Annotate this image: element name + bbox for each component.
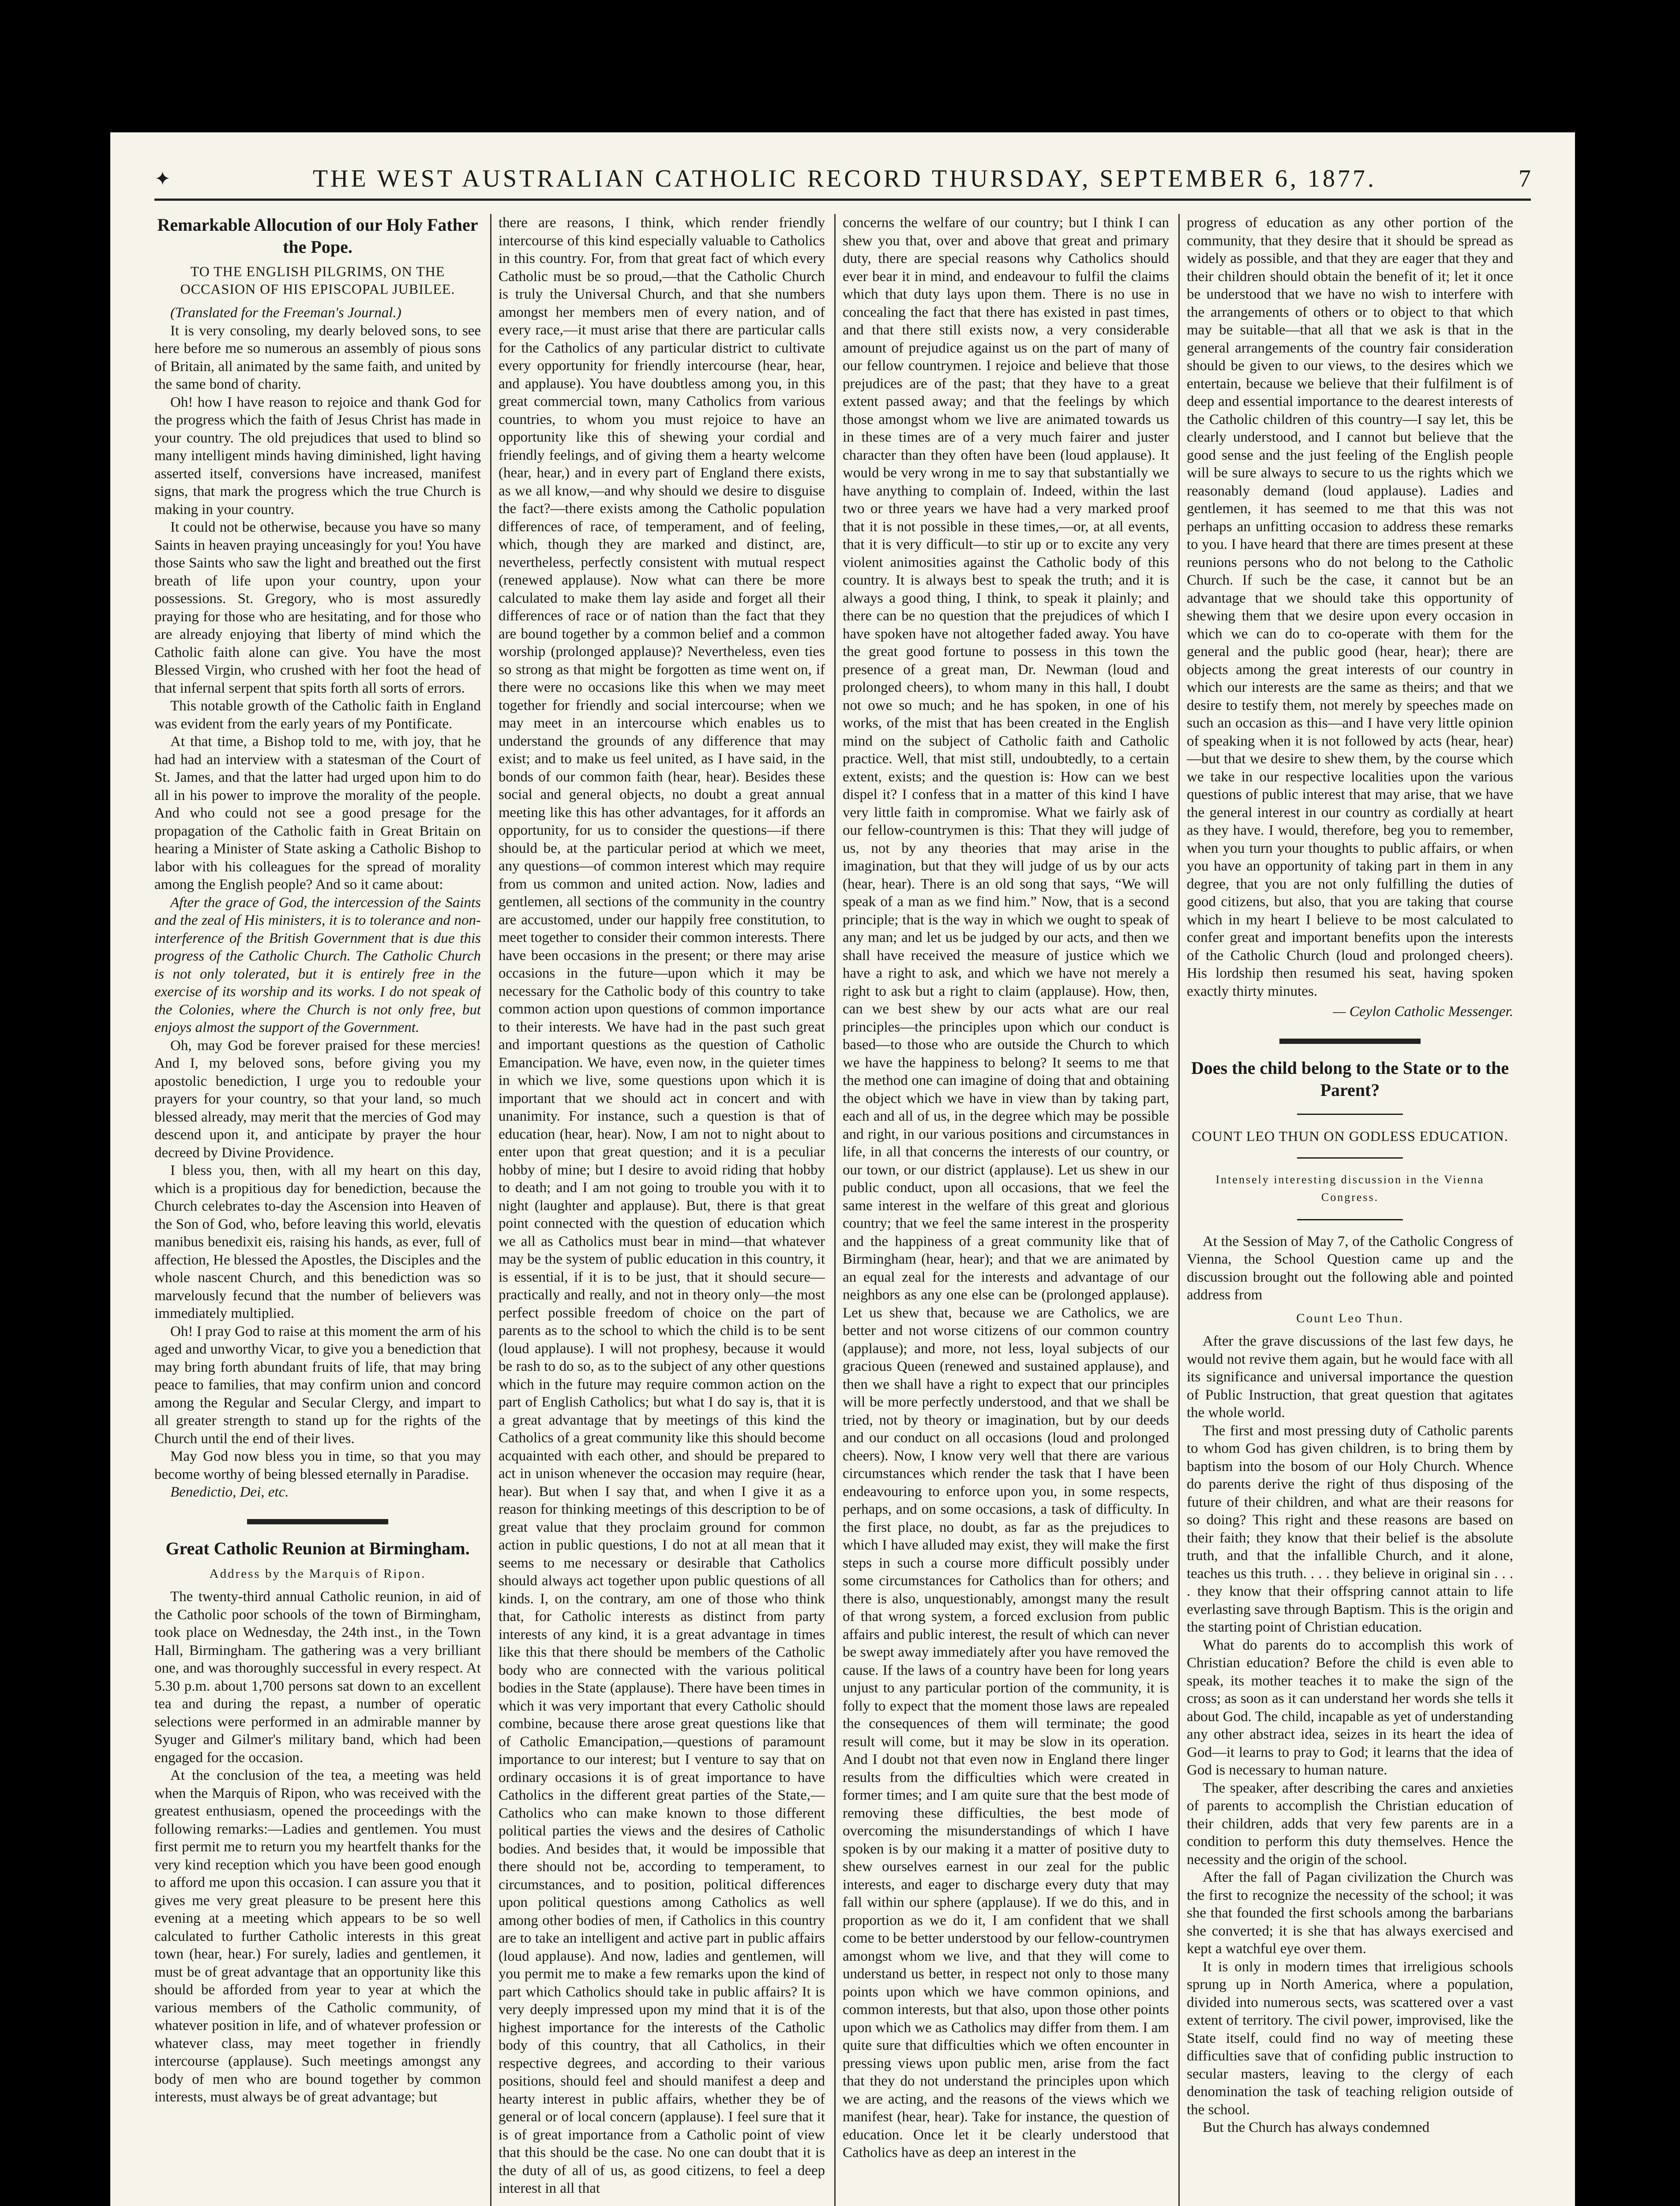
page-number: 7 [1518,165,1531,192]
divider [1297,1157,1403,1159]
article-headline: Does the child belong to the State or to the Parent? [1191,1058,1509,1100]
divider [1297,1219,1403,1220]
section-divider [247,1519,388,1524]
column-2 [499,214,825,2206]
paragraph: After the grave discussions of the last few days, he would not revive them again, but he would face with all its significance and universal importance the question of Public Instruction, that great question that agitates the whole world. [1187,1333,1513,1421]
source-credit: — Ceylon Catholic Messenger. [1333,1004,1513,1020]
paragraph: But the Church has always condemned [1203,2120,1430,2135]
divider [1297,1114,1403,1115]
ornament-icon: ✦ [154,167,171,190]
column-rule [1178,214,1180,2206]
column-4 [1187,214,1513,2206]
article-headline: Great Catholic Reunion at Birmingham. [165,1538,470,1558]
paragraph: At the conclusion of the tea, a meeting was held when the Marquis of Ripon, who was received with the greatest enthusiasm, opened the proceedings with the following remarks:—Ladies and gentlemen. You must first permit me to return you my heartfelt thanks for the very kind reception which you have been good enough to afford me upon this occasion. I can assure you that it gives me very great pleasure to be present here this evening at a meeting which appears to be so well calculated to further Catholic interests in this great town (hear, hear.) For surely, ladies and gentlemen, it must be of great advantage that an opportunity like this should be afforded from year to year at which the various members of the Catholic community, of whatever position in life, and of whatever profession or whatever class, may meet together in friendly intercourse (applause). Such meetings amongst any body of men who are bound together by common interests, must always be of great advantage; but [154,1767,481,2105]
paragraph: Oh! I pray God to raise at this moment the arm of his aged and unworthy Vicar, to give you a benediction that may bring forth abundant fruits of life, that may bring peace to families, that may confirm union and concord among the Regular and Secular Clergy, and impart to all greater strength to stand up for the rights of the Church until the end of their lives. [154,1323,481,1447]
paragraph: This notable growth of the Catholic faith in England was evident from the early years of my Pontificate. [154,698,481,732]
article-subhead-2: Intensely interesting discussion in the Vienna Congress. [1215,1173,1485,1204]
paragraph: concerns the welfare of our country; but I think I can shew you that, over and above that great and primary duty, there are special reasons why Catholics should ever bear it in mind, and endeavour to fulfil the claims which that duty lays upon them. There is no use in concealing the fact that there has existed in past times, and that there still exists now, a very considerable amount of prejudice against us on the part of many of our fellow countrymen. I rejoice and believe that those prejudices are of the past; that they have to a great extent passed away; and that the feelings by which those amongst whom we live are animated towards us in these times are of a very much fairer and juster character than they often have been (loud applause). It would be very wrong in me to say that substantially we have anything to complain of. Indeed, within the last two or three years we have had a very marked proof that it is not possible in these times,—or, at all events, that it is very difficult—to stir up or to excite any very violent animosities against the Catholic body of this country. It is always best to speak the truth; and it is always a good thing, I think, to speak it plainly; and there can be no question that the prejudices of which I have spoken have not altogether faded away. You have the great good fortune to possess in this town the presence of a great man, Dr. Newman (loud and prolonged cheers), to whom many in this hall, I doubt not owe so much; and he has spoken, in one of his works, of the mist that has been created in the English mind on the subject of Catholic faith and Catholic practice. Well, that mist still, undoubtedly, to a certain extent, exists; and the question is: How can we best dispel it? I confess that in a matter of this kind I have very little faith in compromise. What we fairly ask of our fellow-countrymen is this: That they will judge of us, not by any theories that may arise in the imagination, but that they will judge of us by our acts (hear, hear). There is an old song that says, “We will speak of a man as we find him.” Now, that is a second principle; that is the way in which we ought to speak of any man; and let us be judged by our acts, and then we shall have received the measure of justice which we have a right to ask, and which we have not merely a right to ask but a right to claim (applause). How, then, can we best shew by our acts what are our real principles—the principles upon which our conduct is based—to those who are outside the Church to which we have the happiness to belong? It seems to me that the method one can imagine of doing that and obtaining the object which we have in view than by taking part, each and all of us, in the degree which may be possible and right, in our various positions and circumstances in life, in all that concerns the interests of our country, or our town, or our district (applause). Let us shew in our public conduct, upon all occasions, that we feel the same interest in the welfare of this great and glorious country; that we feel the same interest in the prosperity and the happiness of a great community like that of Birmingham (hear, hear); and that we are animated by an equal zeal for the interests and advantage of our neighbors as any one else can be (prolonged applause). Let us shew that, because we are Catholics, we are better and not worse citizens of our common country (applause); and more, not less, loyal subjects of our gracious Queen (renewed and sustained applause), and then we shall have a right to expect that our principles will be more perfectly understood, and that we shall be tried, not by theory or imagination, but by our deeds and our conduct on all occasions (loud and prolonged cheers). Now, I know very well that there are various circumstances which render the task that I have been endeavouring to enforce upon you, in some respects, perhaps, and on some occasions, a task of difficulty. In the first place, no doubt, as far as the prejudices to which I have alluded may exist, they will make the first steps in such a course more difficult possibly under some circumstances for Catholics than for others; and there is also, unquestionably, amongst many the result of that wrong system, a forced exclusion from public affairs and public interest, the result of which can never be swept away immediately after you have removed the cause. If the laws of a country have been for long years unjust to any particular portion of the community, it is folly to expect that the moment those laws are repealed the consequences of them will terminate; the good result will come, but it may be slow in its operation. And I doubt not that even now in England there linger results from the difficulties which were created in former times; and I am quite sure that the best mode of removing these difficulties, the best mode of overcoming the misunderstandings of which I have spoken is by our making it a matter of positive duty to shew ourselves earnest in our zeal for the public interests, and eager to discharge every duty that may fall within our sphere (applause). If we do this, and in proportion as we do it, I am confident that we shall come to be better understood by our fellow-countrymen amongst whom we live, and that they will come to understand us better, in respect not only to those many points upon which we have common opinions, and common interests, but that also, upon those other points upon which we as Catholics may differ from them. I am quite sure that difficulties which we often encounter in pressing views upon public men, arise from the fact that they do not understand the principles upon which we are acting, and the reasons of the views which we manifest (hear, hear). Take for instance, the question of education. Once let it be clearly understood that Catholics have as deep an interest in the [843,215,1169,2161]
paragraph: At that time, a Bishop told to me, with joy, that he had had an interview with a statesman of the Court of St. James, and that the latter had urged upon him to do all in his power to improve the morality of the people. And who could not see a good presage for the propagation of the Catholic faith in Great Britain on hearing a Minister of State asking a Catholic Bishop to labor with his colleagues for the spread of morality among the English people? And so it came about: [154,734,481,893]
paragraph: The twenty-third annual Catholic reunion, in aid of the Catholic poor schools of the town of Birmingham, took place on Wednesday, the 24th inst., in the Town Hall, Birmingham. The gathering was a very brilliant one, and was thoroughly successful in every respect. At 5.30 p.m. about 1,700 persons sat down to an excellent tea and during the repast, a number of operatic selections were performed in an admirable manner by Syuger and Gilmer's military band, which had been engaged for the occasion. [154,1589,481,1766]
masthead [154,159,1531,201]
article-subhead: Address by the Marquis of Ripon. [209,1566,426,1581]
paragraph: May God now bless you in time, so that you may become worthy of being blessed eternally in Paradise. [154,1448,481,1482]
column-rule [490,214,491,2206]
paragraph: there are reasons, I think, which render friendly intercourse of this kind especially valuable to Catholics in this country. For, from that great fact of which every Catholic must be so proud,—that the Catholic Church is truly the Universal Church, and that she numbers amongst her members men of every nation, and of every race,—it must arise that there are particular calls for the Catholics of any particular district to cultivate every opportunity for friendly intercourse (hear, hear, and applause). You have doubtless among you, in this great commercial town, many Catholics from various countries, to whom you must rejoice to have an opportunity like this of shewing your cordial and friendly feelings, and of giving them a hearty welcome (hear, hear,) and in every part of England there exists, as we all know,—and why should we desire to disguise the fact?—there exists among the Catholic population differences of race, of temperament, and of feeling, which, though they are marked and distinct, are, nevertheless, perfectly consistent with mutual respect (renewed applause). Now what can there be more calculated to make them lay aside and forget all their differences of race or of nation than the fact that they are bound together by a common belief and a common worship (prolonged applause)? Nevertheless, even ties so strong as that might be forgotten as time went on, if there were no occasions like this when we may meet together for friendly and social intercourse; when we may meet in an intercourse which enables us to understand the grounds of any difference that may exist; and to make us feel united, as I have said, in the bonds of our common faith (hear, hear). Besides these social and general objects, no doubt a great annual meeting like this has other advantages, for it affords an opportunity, for us to consider the questions—if there should be, at the particular period at which we meet, any questions—of common interest which may require from us common and united action. Now, ladies and gentlemen, all sections of the community in the country are accustomed, under our happily free constitution, to meet together to consider their common interests. There have been occasions in the present; or there may arise occasions in the future—upon which it may be necessary for the Catholic body of this country to take common action upon questions of common importance to their interests. We have had in the past such great and important questions as the question of Catholic Emancipation. We have, even now, in the quieter times in which we live, some questions upon which it is important that we should act in concert and with unanimity. For instance, such a question is that of education (hear, hear). Now, I am not to night about to enter upon that great question; and it is a peculiar hobby of mine; but I desire to avoid riding that hobby to death; and I am not going to trouble you with it to night (laughter and applause). But, there is that great point connected with the question of education which we all as Catholics must bear in mind—that whatever may be the system of public education in this country, it is essential, if it is to be just, that it should secure—practically and really, and not in theory only—the most perfect possible freedom of choice on the part of parents as to the school to which the child is to be sent (loud applause). I will not prophesy, because it would be rash to do so, as to the subject of any other questions which in the future may require common action on the part of English Catholics; but what I do say is, that it is a great advantage that by meetings of this kind the Catholics of a great community like this should become acquainted with each other, and should be prepared to act in unison whenever the occasion may require (hear, hear). But when I say that, and when I give it as a reason for thinking meetings of this description to be of great value that they proclaim ground for common action in public questions, I do not at all mean that it seems to me necessary or desirable that Catholics should always act together upon public questions of all kinds. I, on the contrary, am one of those who think that, for Catholic interests as distinct from party interests of any kind, it is a great advantage in times like this that there should be members of the Catholic body who are connected with the various political bodies in the State (applause). There have been times in which it was very important that every Catholic should combine, because there arose great questions like that of Catholic Emancipation,—questions of paramount importance to our interest; but I venture to say that on ordinary occasions it is of great importance to have Catholics in the different great parties of the State,—Catholics who can make known to those different political parties the views and the desires of Catholic bodies. And besides that, it would be impossible that there should not be, according to temperament, to circumstances, and to position, political differences upon political questions among Catholics as well among other bodies of men, if Catholics in this country are to take an intelligent and active part in public affairs (loud applause). And now, ladies and gentlemen, will you permit me to make a few remarks upon the kind of part which Catholics should take in public affairs? It is very deeply impressed upon my mind that it is of the highest importance for the interests of the Catholic body of this country, that all Catholics, in their respective degrees, and according to their various positions, should feel and should manifest a deep and hearty interest in public affairs, whether they be of general or of local concern (applause). I feel sure that it is of great importance from a Catholic point of view that this should be the case. No one can doubt that it is the duty of all of us, as good citizens, to feel a deep interest in all that [499,215,825,2196]
paragraph: After the fall of Pagan civilization the Church was the first to recognize the necessity of the school; it was she that founded the first schools among the barbarians she converted; it is she that has always exercised and kept a watchful eye over them. [1187,1869,1513,1957]
paragraph: The first and most pressing duty of Catholic parents to whom God has given children, is to bring them by baptism into the bosom of our Holy Church. Whence do parents derive the right of thus disposing of the future of their children, and what are their reasons for so doing? This right and these reasons are based on their faith; they know that their belief is the absolute truth, and that the infallible Church, and it alone, teaches us this truth. . . . they believe in original sin . . . . they know that their offspring cannot attain to life everlasting save through Baptism. This is the origin and the starting point of Christian education. [1187,1422,1513,1635]
newspaper-page [110,132,1575,2206]
paragraph: It is very consoling, my dearly beloved sons, to see here before me so numerous an assembly of pious sons of Britain, all animated by the same faith, and united by the same bond of charity. [154,323,481,392]
paragraph: Oh! how I have reason to rejoice and thank God for the progress which the faith of Jesus Christ has made in your country. The old prejudices that used to blind so many intelligent minds having diminished, light having asserted itself, conversions have increased, manifest signs, that mark the progress which the true Church is making in your country. [154,394,481,518]
paragraph: I bless you, then, with all my heart on this day, which is a propitious day for benediction, because the Church celebrates to-day the Ascension into Heaven of the Son of God, who, before leaving this world, elevatis manibus benedixit eis, raising his hands, as ever, full of affection, He blessed the Apostles, the Disciples and the whole nascent Church, and this benediction was so marvelously fecund that the number of believers was immediately multiplied. [154,1163,481,1321]
paragraph: The speaker, after describing the cares and anxieties of parents to accomplish the Christian education of their children, adds that very few parents are in a condition to perform this duty themselves. Hence the necessity and the origin of the school. [1187,1780,1513,1868]
article-intro: (Translated for the Freeman's Journal.) [170,305,401,321]
paragraph: After the grace of God, the intercession of the Saints and the zeal of His ministers, it is to tolerance and non-interference of the British Government that is due this progress of the Catholic Church. The Catholic Church is not only tolerated, but it is entirely free in the exercise of its worship and its works. I do not speak of the Colonies, where the Church is not only free, but enjoys almost the support of the Government. [154,894,481,1035]
paragraph: It is only in modern times that irreligious schools sprung up in North America, where a population, divided into numerous sects, was scattered over a vast extent of territory. The civil power, improvised, like the State itself, could find no way of meeting these difficulties save that of confiding public instruction to secular masters, leaving to the clergy of each denomination the task of teaching religion outside of the school. [1187,1958,1513,2118]
column-3 [843,214,1169,2206]
paragraph: It could not be otherwise, because you have so many Saints in heaven praying unceasingly for you! You have those Saints who saw the light and breathed out the first breath of life upon your country, upon your possessions. St. Gregory, who is most assuredly praying for those who are hesitating, and for those who are already enjoying that liberty of mind which the Catholic faith alone can give. You have the most Blessed Virgin, who crushed with her foot the head of that infernal serpent that spits forth all sorts of errors. [154,519,481,696]
article-subhead: COUNT LEO THUN ON GODLESS EDUCATION. [1192,1128,1508,1144]
paragraph: At the Session of May 7, of the Catholic Congress of Vienna, the School Question came up and the discussion brought out the following able and pointed address from [1187,1233,1513,1303]
speaker-name: Count Leo Thun. [1296,1311,1404,1325]
article-headline: Remarkable Allocution of our Holy Father the Pope. [157,215,478,257]
newspaper-title: THE WEST AUSTRALIAN CATHOLIC RECORD THURSDAY, SEPTEMBER 6, 1877. [312,165,1376,192]
section-divider [1279,1039,1421,1044]
article-subhead: TO THE ENGLISH PILGRIMS, ON THE OCCASION OF HIS EPISCOPAL JUBILEE. [180,263,455,297]
column-rule [834,214,836,2206]
paragraph: progress of education as any other portion of the community, that they desire that it should be spread as widely as possible, and that they are eager that they and their children should obtain the benefit of it; let it once be understood that we have no wish to interfere with the arrangements of others or to object to that which may be suitable—that all that we ask is that in the general arrangements of the country fair consideration should be given to our views, to the desires which we entertain, because we believe that their fulfilment is of deep and essential importance to the dearest interests of the Catholic children of this country—I say let, this be clearly understood, and I cannot but believe that the good sense and the just feeling of the English people will be sure always to secure to us the rights which we reasonably demand (loud applause). Ladies and gentlemen, it has seemed to me that this was not perhaps an unfitting occasion to address these remarks to you. I have heard that there are times present at these reunions persons who do not belong to the Catholic Church. If such be the case, it cannot but be an advantage that we should take this opportunity of shewing them that we desire upon every occasion in which we can do to co-operate with them for the general and the public good (hear, hear); there are objects among the great interests of our country in which our interests are the same as theirs; and that we desire to testify them, not merely by speeches made on such an occasion as this—and I have very little opinion of speaking when it is not followed by acts (hear, hear)—but that we desire to shew them, by the course which we take in our respective localities upon the various questions of public interest that may arise, that we have the general interest in our country as cordially at heart as they have. I would, therefore, beg you to remember, when you turn your thoughts to public affairs, or when you have an opportunity of taking part in them in any degree, that you are not only fulfilling the duties of good citizens, but also, that you are taking that course which in my heart I believe to be most calculated to confer great and important benefits upon the interests of the Catholic Church (loud and prolonged cheers). His lordship then resumed his seat, having spoken exactly thirty minutes. [1187,215,1513,999]
paragraph: What do parents do to accomplish this work of Christian education? Before the child is even able to speak, its mother teaches it to make the sign of the cross; as soon as it can understand her words she tells it about God. The child, incapable as yet of understanding any other abstract idea, seizes in its heart the idea of God—it learns to pray to God; it learns that the idea of God is necessary to human nature. [1187,1637,1513,1778]
paragraph: Oh, may God be forever praised for these mercies! And I, my beloved sons, before giving you my apostolic benediction, I urge you to redouble your prayers for your country, so that your land, so much blessed already, may merit that the mercies of God may descend upon it, and anticipate by prayer the hour decreed by Divine Providence. [154,1037,481,1161]
column-1 [154,214,481,2206]
article-closing: Benedictio, Dei, etc. [170,1484,289,1500]
